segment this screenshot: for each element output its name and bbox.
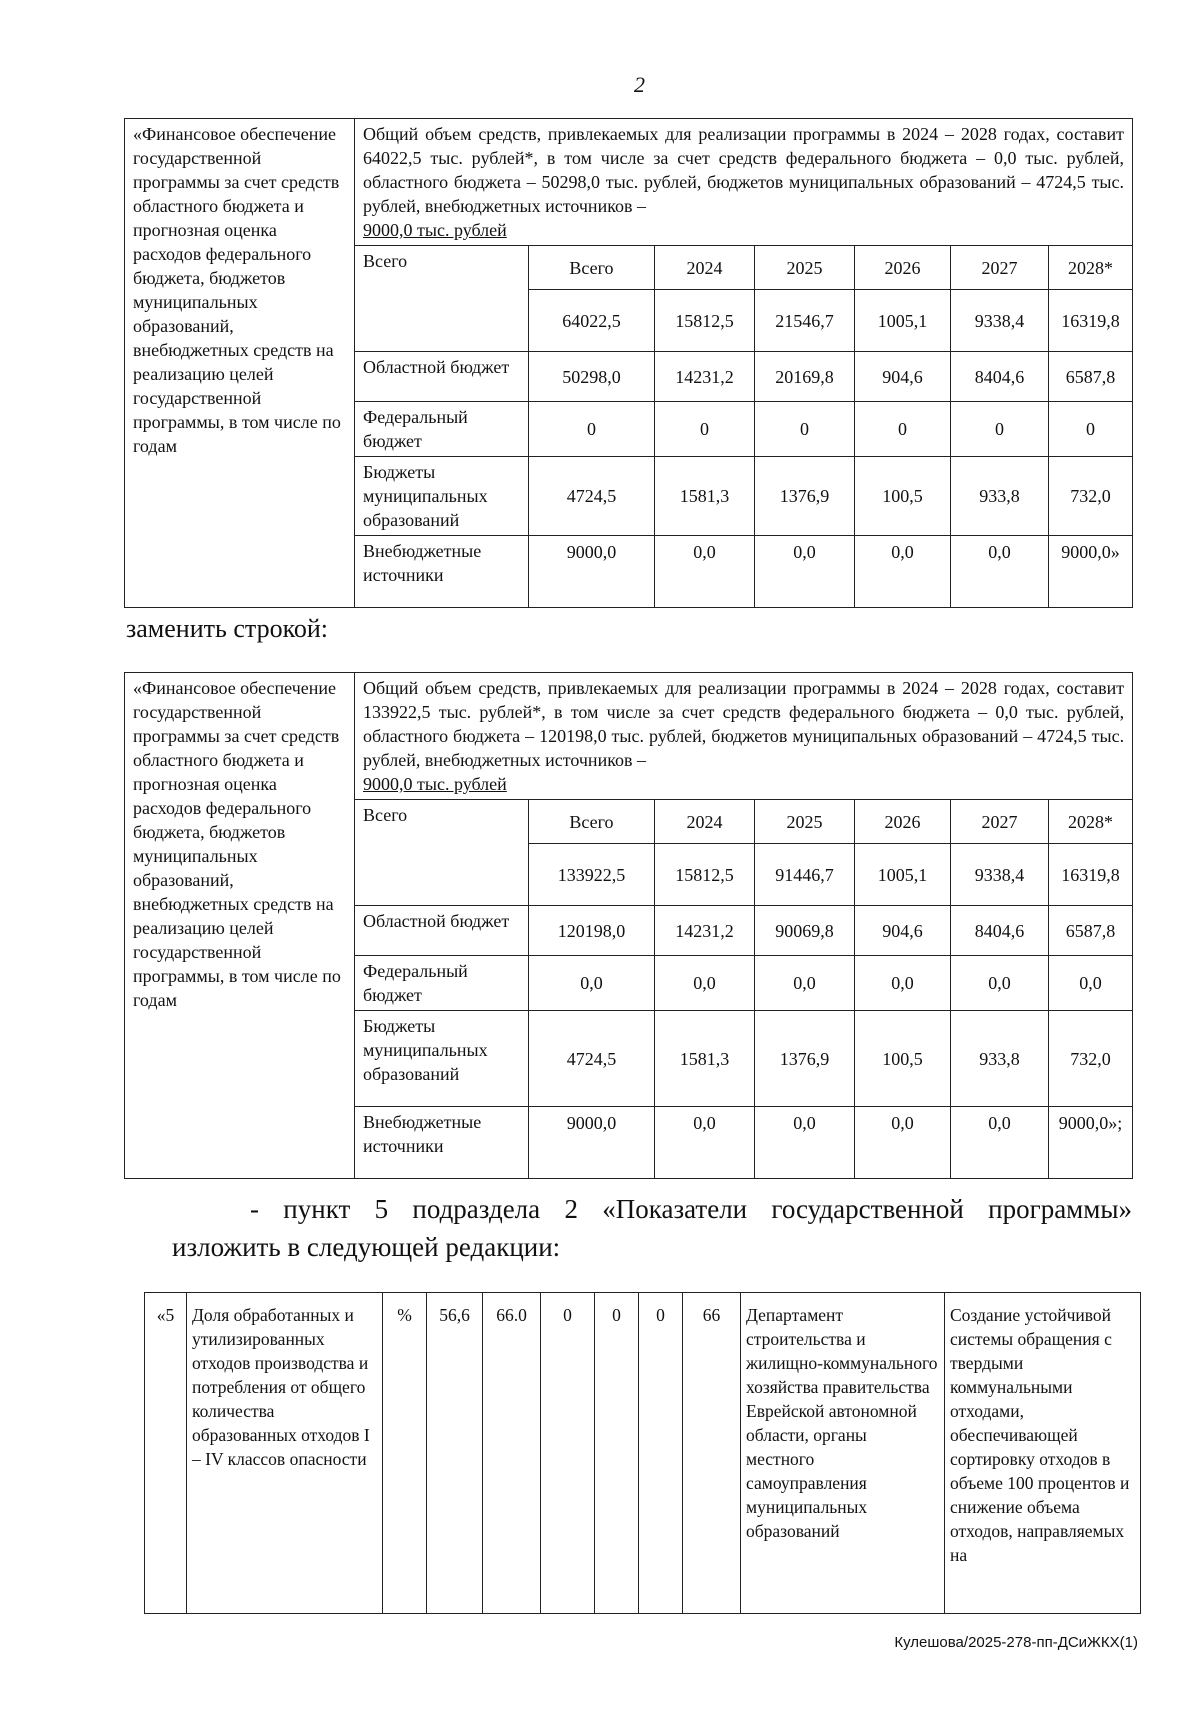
new-municipal-2026: 100,5 bbox=[855, 1011, 951, 1107]
new-header-2027: 2027 bbox=[951, 800, 1049, 844]
old-regional-2024: 14231,2 bbox=[655, 352, 755, 402]
new-municipal-2027: 933,8 bbox=[951, 1011, 1049, 1107]
indicator-value-6: 66 bbox=[683, 1293, 741, 1614]
new-total-2024: 15812,5 bbox=[655, 844, 755, 906]
old-offbudget-2025: 0,0 bbox=[755, 536, 855, 608]
new-offbudget-2026: 0,0 bbox=[855, 1107, 951, 1179]
new-table-intro-tail: 9000,0 тыс. рублей bbox=[363, 774, 507, 794]
new-federal-2025: 0,0 bbox=[755, 956, 855, 1011]
new-regional-2025: 90069,8 bbox=[755, 906, 855, 956]
replace-instruction: заменить строкой: bbox=[126, 614, 329, 643]
old-municipal-2024: 1581,3 bbox=[655, 457, 755, 536]
old-table-intro-tail: 9000,0 тыс. рублей bbox=[363, 220, 507, 240]
new-offbudget-2028: 9000,0»; bbox=[1049, 1107, 1133, 1179]
old-municipal-2028: 732,0 bbox=[1049, 457, 1133, 536]
new-federal-2028: 0,0 bbox=[1049, 956, 1133, 1011]
old-total-2026: 1005,1 bbox=[855, 290, 951, 352]
new-regional-label: Областной бюджет bbox=[355, 906, 529, 956]
old-total-2025: 21546,7 bbox=[755, 290, 855, 352]
new-table-intro: Общий объем средств, привлекаемых для реализации программы в 2024 – 2028 годах, составит 133922,5 тыс. рублей*, в том числе за счет средств федерального бюджета – 0,0 тыс. рублей, областного бюджета – 120198,0 тыс. рублей, бюджетов муниципальных образований – 4724,5 тыс. рублей, внебюджетных источников – 9000,0 тыс. рублей bbox=[355, 673, 1133, 800]
new-regional-2024: 14231,2 bbox=[655, 906, 755, 956]
new-header-2028: 2028* bbox=[1049, 800, 1133, 844]
new-header-total: Всего bbox=[529, 800, 655, 844]
new-total-2026: 1005,1 bbox=[855, 844, 951, 906]
new-federal-2027: 0,0 bbox=[951, 956, 1049, 1011]
new-total-sum: 133922,5 bbox=[529, 844, 655, 906]
old-offbudget-2024: 0,0 bbox=[655, 536, 755, 608]
new-municipal-2024: 1581,3 bbox=[655, 1011, 755, 1107]
indicator-number: «5 bbox=[145, 1293, 187, 1614]
new-federal-sum: 0,0 bbox=[529, 956, 655, 1011]
new-federal-2024: 0,0 bbox=[655, 956, 755, 1011]
new-financing-table bbox=[124, 672, 1133, 1179]
indicator-value-1: 56,6 bbox=[427, 1293, 483, 1614]
old-total-sum: 64022,5 bbox=[529, 290, 655, 352]
old-header-2028: 2028* bbox=[1049, 246, 1133, 290]
new-total-2025: 91446,7 bbox=[755, 844, 855, 906]
document-footer: Кулешова/2025-278-пп-ДСиЖКХ(1) bbox=[894, 1634, 1138, 1651]
new-header-label: Всего bbox=[355, 800, 529, 906]
old-offbudget-2028: 9000,0» bbox=[1049, 536, 1133, 608]
indicator-value-3: 0 bbox=[541, 1293, 595, 1614]
new-offbudget-label: Внебюджетные источники bbox=[355, 1107, 529, 1179]
old-header-label: Всего bbox=[355, 246, 529, 352]
new-regional-sum: 120198,0 bbox=[529, 906, 655, 956]
new-municipal-sum: 4724,5 bbox=[529, 1011, 655, 1107]
old-offbudget-sum: 9000,0 bbox=[529, 536, 655, 608]
page-number: 2 bbox=[634, 72, 645, 97]
indicator-result: Создание устойчивой системы обращения с твердыми коммунальными отходами, обеспечивающей сортировку отходов в объеме 100 процентов и снижение объема отходов, направляемых на bbox=[945, 1293, 1141, 1614]
old-federal-2024: 0 bbox=[655, 402, 755, 457]
old-header-2027: 2027 bbox=[951, 246, 1049, 290]
old-table-intro: Общий объем средств, привлекаемых для реализации программы в 2024 – 2028 годах, составит 64022,5 тыс. рублей*, в том числе за счет средств федерального бюджета – 0,0 тыс. рублей, областного бюджета – 50298,0 тыс. рублей, бюджетов муниципальных образований – 4724,5 тыс. рублей, внебюджетных источников – 9000,0 тыс. рублей bbox=[355, 119, 1133, 246]
indicator-name: Доля обработанных и утилизированных отходов производства и потребления от общего количества образованных отходов I – IV классов опасности bbox=[187, 1293, 383, 1614]
old-header-total: Всего bbox=[529, 246, 655, 290]
old-total-2028: 16319,8 bbox=[1049, 290, 1133, 352]
old-federal-2027: 0 bbox=[951, 402, 1049, 457]
instruction-line-1: - пункт 5 подраздела 2 «Показатели государственной программы» bbox=[250, 1194, 1132, 1224]
indicator-value-2: 66.0 bbox=[483, 1293, 541, 1614]
old-municipal-2026: 100,5 bbox=[855, 457, 951, 536]
new-federal-2026: 0,0 bbox=[855, 956, 951, 1011]
old-federal-sum: 0 bbox=[529, 402, 655, 457]
old-municipal-sum: 4724,5 bbox=[529, 457, 655, 536]
old-header-2026: 2026 bbox=[855, 246, 951, 290]
new-municipal-label: Бюджеты муниципальных образований bbox=[355, 1011, 529, 1107]
old-regional-2025: 20169,8 bbox=[755, 352, 855, 402]
indicator-unit: % bbox=[383, 1293, 427, 1614]
old-header-2024: 2024 bbox=[655, 246, 755, 290]
old-regional-sum: 50298,0 bbox=[529, 352, 655, 402]
new-federal-label: Федеральный бюджет bbox=[355, 956, 529, 1011]
old-municipal-label: Бюджеты муниципальных образований bbox=[355, 457, 529, 536]
new-total-2028: 16319,8 bbox=[1049, 844, 1133, 906]
old-federal-label: Федеральный бюджет bbox=[355, 402, 529, 457]
old-municipal-2025: 1376,9 bbox=[755, 457, 855, 536]
old-offbudget-2027: 0,0 bbox=[951, 536, 1049, 608]
indicator-table bbox=[144, 1292, 1141, 1614]
old-offbudget-2026: 0,0 bbox=[855, 536, 951, 608]
new-total-2027: 9338,4 bbox=[951, 844, 1049, 906]
old-federal-2025: 0 bbox=[755, 402, 855, 457]
indicator-value-4: 0 bbox=[595, 1293, 639, 1614]
new-offbudget-sum: 9000,0 bbox=[529, 1107, 655, 1179]
old-table-left-label: «Финансовое обеспечение государственной программы за счет средств областного бюджета и прогнозная оценка расходов федерального бюджета, бюджетов муниципальных образований, внебюджетных средств на реализацию целей государственной программы, в том числе по годам bbox=[125, 119, 355, 608]
old-financing-table bbox=[124, 118, 1133, 608]
old-federal-2026: 0 bbox=[855, 402, 951, 457]
indicator-value-5: 0 bbox=[639, 1293, 683, 1614]
new-header-2025: 2025 bbox=[755, 800, 855, 844]
instruction-line-2: изложить в следующей редакции: bbox=[172, 1232, 561, 1262]
new-table-left-label: «Финансовое обеспечение государственной программы за счет средств областного бюджета и прогнозная оценка расходов федерального бюджета, бюджетов муниципальных образований, внебюджетных средств на реализацию целей государственной программы, в том числе по годам bbox=[125, 673, 355, 1179]
old-header-2025: 2025 bbox=[755, 246, 855, 290]
old-total-2024: 15812,5 bbox=[655, 290, 755, 352]
new-regional-2027: 8404,6 bbox=[951, 906, 1049, 956]
new-header-2026: 2026 bbox=[855, 800, 951, 844]
indicator-responsible: Департамент строительства и жилищно-коммунального хозяйства правительства Еврейской автономной области, органы местного самоуправления муниципальных образований bbox=[741, 1293, 945, 1614]
old-federal-2028: 0 bbox=[1049, 402, 1133, 457]
old-offbudget-label: Внебюджетные источники bbox=[355, 536, 529, 608]
old-regional-2027: 8404,6 bbox=[951, 352, 1049, 402]
new-offbudget-2024: 0,0 bbox=[655, 1107, 755, 1179]
old-total-2027: 9338,4 bbox=[951, 290, 1049, 352]
indicator-instruction bbox=[172, 1190, 1132, 1266]
indicator-row bbox=[145, 1293, 1141, 1614]
new-municipal-2025: 1376,9 bbox=[755, 1011, 855, 1107]
old-regional-2028: 6587,8 bbox=[1049, 352, 1133, 402]
new-offbudget-2027: 0,0 bbox=[951, 1107, 1049, 1179]
old-municipal-2027: 933,8 bbox=[951, 457, 1049, 536]
new-offbudget-2025: 0,0 bbox=[755, 1107, 855, 1179]
new-regional-2028: 6587,8 bbox=[1049, 906, 1133, 956]
old-regional-2026: 904,6 bbox=[855, 352, 951, 402]
new-header-2024: 2024 bbox=[655, 800, 755, 844]
new-regional-2026: 904,6 bbox=[855, 906, 951, 956]
new-municipal-2028: 732,0 bbox=[1049, 1011, 1133, 1107]
old-regional-label: Областной бюджет bbox=[355, 352, 529, 402]
